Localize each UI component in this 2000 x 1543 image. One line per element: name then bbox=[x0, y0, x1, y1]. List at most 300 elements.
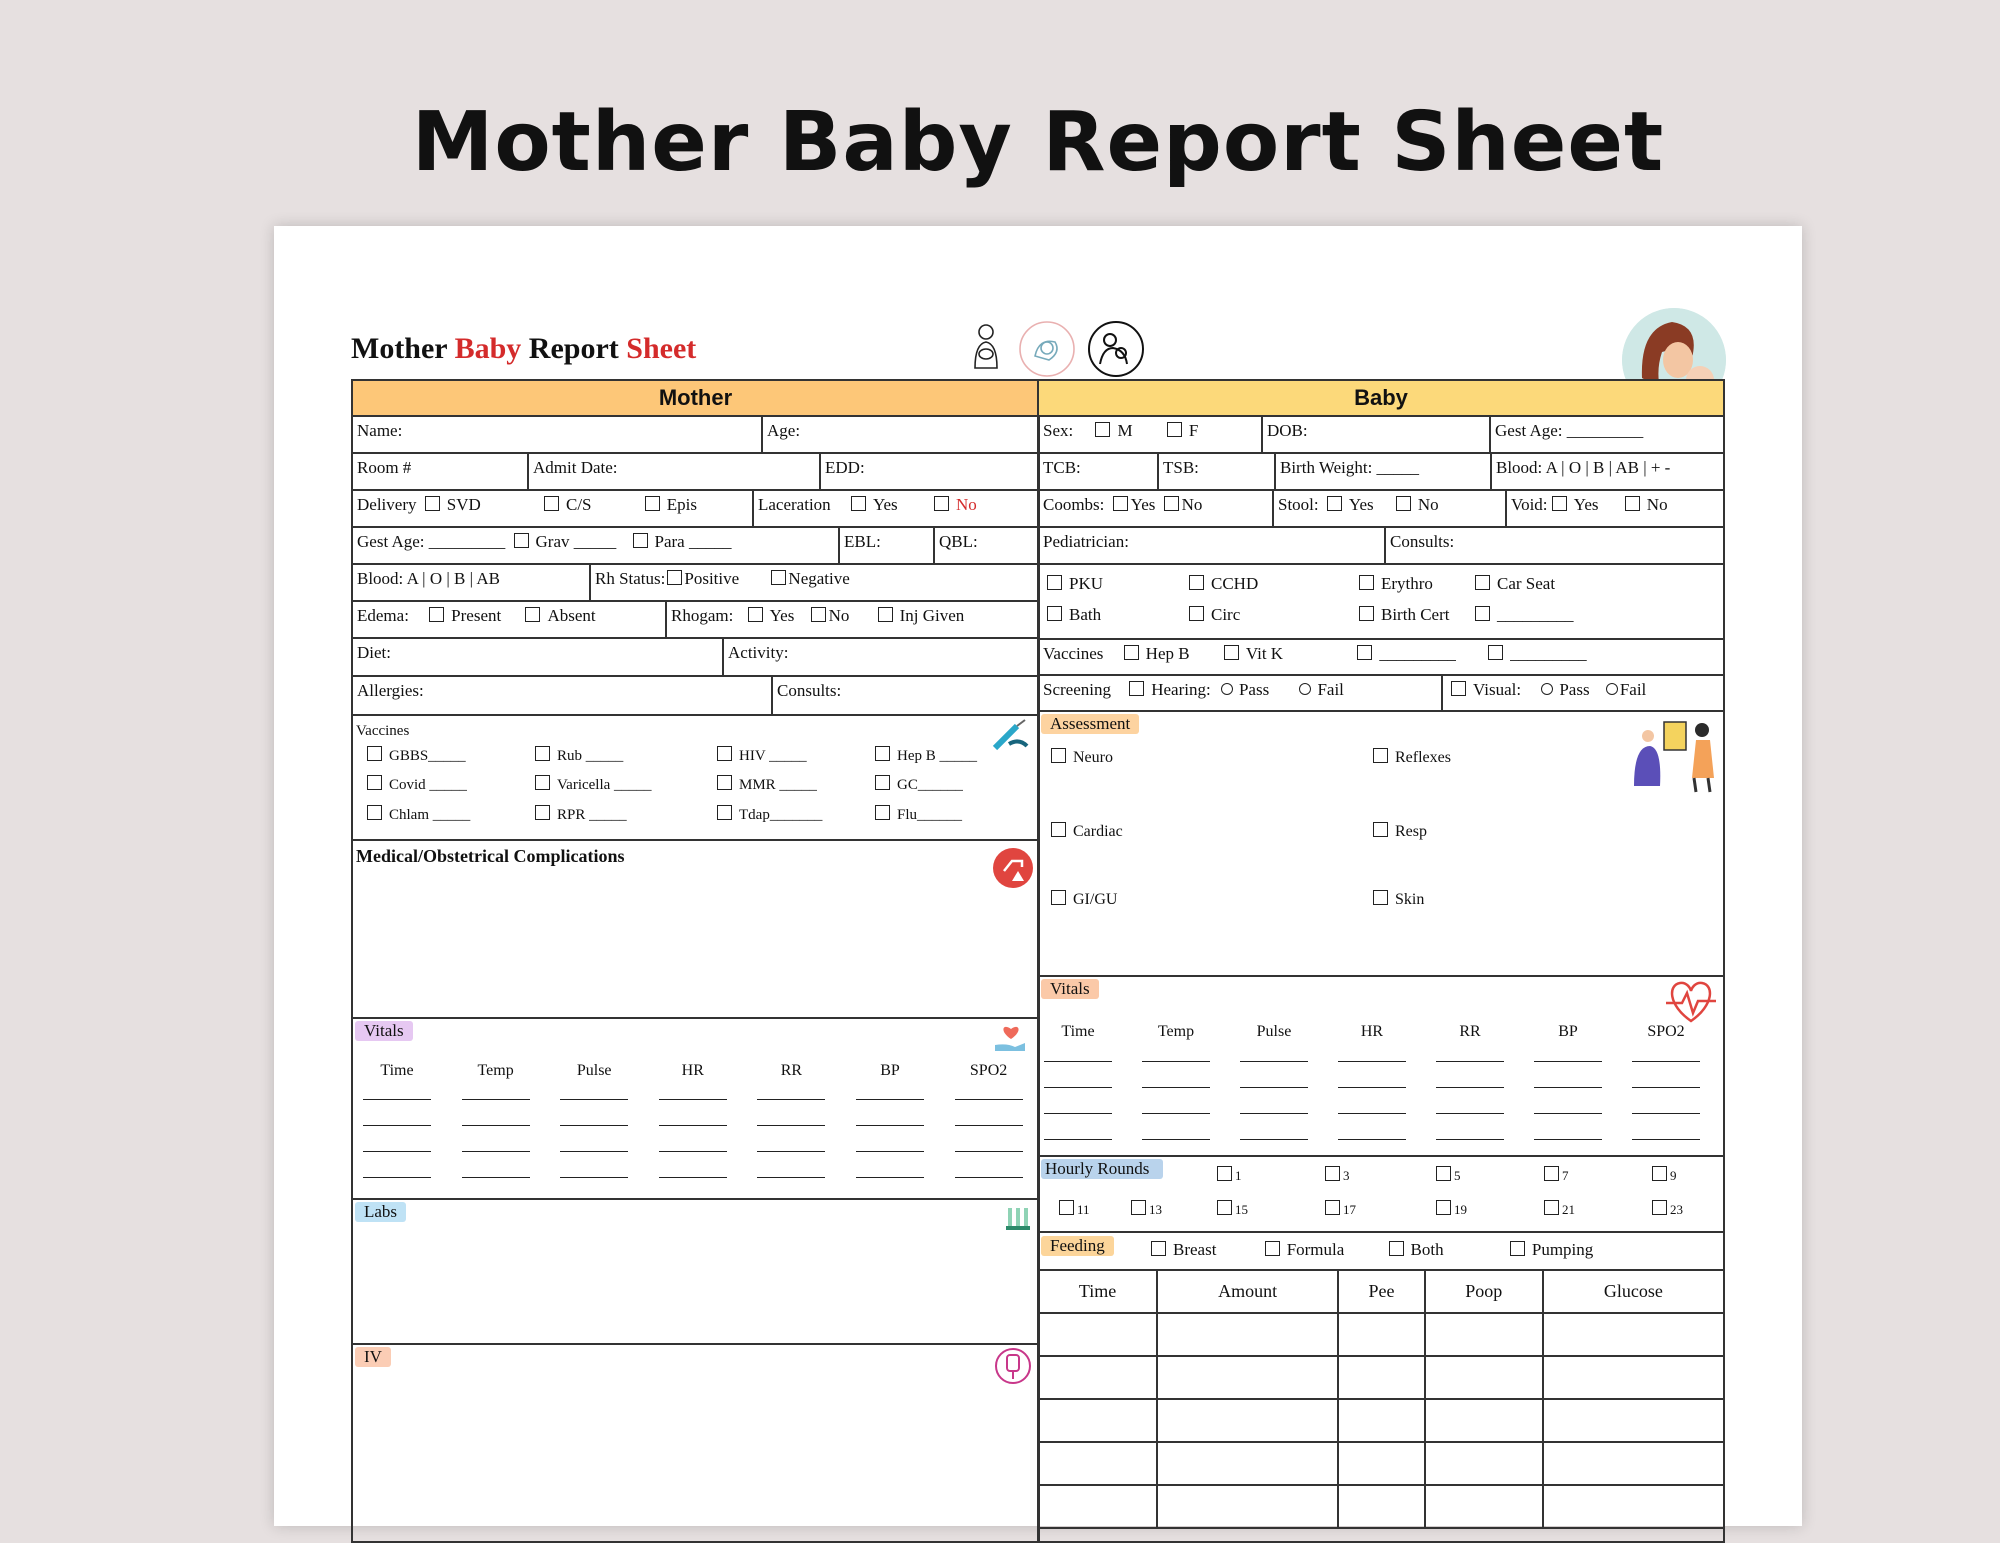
vitals-entry-line[interactable] bbox=[363, 1177, 431, 1178]
visual-label: Visual: bbox=[1473, 680, 1522, 699]
feeding-log-cell[interactable] bbox=[1338, 1356, 1424, 1399]
laceration-yes-label: Yes bbox=[872, 495, 898, 514]
breast-checkbox[interactable] bbox=[1151, 1241, 1166, 1256]
feeding-options bbox=[1147, 1240, 1593, 1260]
vitals-column-header: SPO2 bbox=[969, 1062, 1008, 1079]
rh-label: Rh Status: bbox=[595, 569, 666, 588]
feeding-log-cell[interactable] bbox=[1038, 1313, 1157, 1356]
assessment-item bbox=[1047, 748, 1113, 767]
vitals-entry-line[interactable] bbox=[856, 1151, 924, 1152]
vitals-entry-line[interactable] bbox=[757, 1125, 825, 1126]
vitals-entry-line[interactable] bbox=[1632, 1139, 1700, 1140]
mother-vaccine-label: HIV _____ bbox=[739, 748, 807, 764]
visual-pass-radio[interactable] bbox=[1541, 683, 1553, 695]
vitals-entry-line[interactable] bbox=[1338, 1139, 1406, 1140]
stool-no-label: No bbox=[1417, 495, 1439, 514]
edema-absent-label: Absent bbox=[547, 606, 596, 625]
hourly-round-item bbox=[1127, 1200, 1162, 1218]
feeding-log-cell[interactable] bbox=[1157, 1356, 1338, 1399]
vitals-entry-line[interactable] bbox=[955, 1151, 1023, 1152]
vitals-entry-line[interactable] bbox=[955, 1177, 1023, 1178]
assessment-item bbox=[1369, 822, 1427, 841]
mother-row-gest bbox=[353, 528, 1038, 565]
edema-label: Edema: bbox=[357, 606, 409, 625]
mother-vaccine-label: Rub _____ bbox=[557, 748, 624, 764]
feeding-log-cell[interactable] bbox=[1338, 1485, 1424, 1528]
gest-age-field[interactable]: Gest Age: _________ bbox=[357, 532, 506, 551]
vitals-entry-line[interactable] bbox=[1436, 1139, 1504, 1140]
delivery-label: Delivery bbox=[357, 495, 417, 514]
sex-f-checkbox[interactable] bbox=[1167, 422, 1182, 437]
vaccine-other2-field[interactable]: _________ bbox=[1510, 644, 1587, 663]
feeding-column-header: Glucose bbox=[1543, 1270, 1724, 1313]
mother-vaccine-checkbox[interactable] bbox=[717, 775, 732, 790]
admit-date-field[interactable]: Admit Date: bbox=[527, 454, 819, 489]
baby-blood-field[interactable]: Blood: A | O | B | AB | + - bbox=[1490, 454, 1723, 489]
feeding-log-cell[interactable] bbox=[1338, 1313, 1424, 1356]
mother-column bbox=[351, 379, 1040, 1543]
mother-vaccine-checkbox[interactable] bbox=[875, 746, 890, 761]
rh-positive-checkbox[interactable] bbox=[667, 570, 682, 585]
tsb-field[interactable]: TSB: bbox=[1157, 454, 1274, 489]
vitals-entry-line[interactable] bbox=[1534, 1061, 1602, 1062]
mother-vaccine-label: GC______ bbox=[897, 777, 963, 793]
vaccine-other2-checkbox[interactable] bbox=[1488, 645, 1503, 660]
sex-m-checkbox[interactable] bbox=[1095, 422, 1110, 437]
vitals-column-header: RR bbox=[780, 1062, 803, 1079]
labs-tag: Labs bbox=[355, 1202, 406, 1222]
mother-vaccine-checkbox[interactable] bbox=[717, 805, 732, 820]
vitals-entry-line[interactable] bbox=[659, 1125, 727, 1126]
name-field[interactable]: Name: bbox=[357, 421, 403, 440]
vitals-entry-line[interactable] bbox=[1044, 1139, 1112, 1140]
mother-vaccine-item bbox=[531, 805, 627, 824]
stool-yes-checkbox[interactable] bbox=[1327, 496, 1342, 511]
vitk-checkbox[interactable] bbox=[1224, 645, 1239, 660]
mother-vaccine-item bbox=[713, 775, 817, 794]
assessment-item bbox=[1369, 748, 1451, 767]
baby-check-checkbox[interactable] bbox=[1189, 606, 1204, 621]
mother-vaccine-label: Varicella _____ bbox=[557, 777, 652, 793]
mother-vaccine-item bbox=[531, 746, 623, 765]
baby-check-checkbox[interactable] bbox=[1189, 575, 1204, 590]
hearing-pass-radio[interactable] bbox=[1221, 683, 1233, 695]
hourly-round-item bbox=[1213, 1200, 1248, 1218]
heartbeat-icon bbox=[1662, 977, 1720, 1027]
vitals-column-header: RR bbox=[1459, 1023, 1481, 1040]
mother-blood-field[interactable]: Blood: A | O | B | AB bbox=[357, 569, 500, 588]
feeding-log-cell[interactable] bbox=[1038, 1399, 1157, 1442]
vitals-entry-line[interactable] bbox=[1142, 1087, 1210, 1088]
vitals-entry-line[interactable] bbox=[462, 1125, 530, 1126]
para-checkbox[interactable] bbox=[633, 533, 648, 548]
baby-check-label: Bath bbox=[1069, 605, 1102, 624]
hourly-round-item bbox=[1540, 1166, 1569, 1184]
feeding-log-cell[interactable] bbox=[1425, 1485, 1543, 1528]
vitals-entry-line[interactable] bbox=[363, 1151, 431, 1152]
baby-check-label: Circ bbox=[1211, 605, 1241, 624]
feeding-log-cell[interactable] bbox=[1425, 1356, 1543, 1399]
vitals-entry-line[interactable] bbox=[1534, 1113, 1602, 1114]
pumping-checkbox[interactable] bbox=[1510, 1241, 1525, 1256]
hourly-round-checkbox[interactable] bbox=[1436, 1166, 1451, 1181]
rhogam-yes-checkbox[interactable] bbox=[748, 607, 763, 622]
vitals-entry-line[interactable] bbox=[856, 1099, 924, 1100]
mother-vaccine-item bbox=[531, 775, 652, 794]
svd-checkbox[interactable] bbox=[425, 496, 440, 511]
feeding-log-cell[interactable] bbox=[1425, 1399, 1543, 1442]
baby-check-item bbox=[1471, 574, 1555, 594]
feeding-log-cell[interactable] bbox=[1543, 1356, 1724, 1399]
rhogam-yes-label: Yes bbox=[769, 606, 795, 625]
iv-section[interactable] bbox=[353, 1345, 1038, 1505]
baby-check-label: Birth Cert bbox=[1381, 605, 1450, 624]
assessment-label: Skin bbox=[1395, 891, 1425, 908]
mother-vaccine-checkbox[interactable] bbox=[535, 746, 550, 761]
assessment-checkbox[interactable] bbox=[1373, 822, 1388, 837]
vaccine-other1-checkbox[interactable] bbox=[1357, 645, 1372, 660]
vitals-entry-line[interactable] bbox=[1436, 1061, 1504, 1062]
mother-vaccine-checkbox[interactable] bbox=[535, 775, 550, 790]
hourly-round-checkbox[interactable] bbox=[1217, 1166, 1232, 1181]
void-no-label: No bbox=[1646, 495, 1668, 514]
edema-present-checkbox[interactable] bbox=[429, 607, 444, 622]
cs-label: C/S bbox=[566, 495, 592, 514]
void-yes-checkbox[interactable] bbox=[1552, 496, 1567, 511]
age-field[interactable]: Age: bbox=[761, 417, 1038, 452]
assessment-label: Cardiac bbox=[1073, 823, 1123, 840]
vitals-entry-line[interactable] bbox=[757, 1177, 825, 1178]
hourly-round-label: 11 bbox=[1077, 1202, 1090, 1217]
mother-vitals-section bbox=[353, 1019, 1038, 1200]
vitals-column-header: Temp bbox=[1157, 1023, 1195, 1040]
svd-label: SVD bbox=[446, 495, 481, 514]
vitals-entry-line[interactable] bbox=[1534, 1087, 1602, 1088]
vitals-entry-line[interactable] bbox=[1338, 1061, 1406, 1062]
qbl-field[interactable]: QBL: bbox=[933, 528, 1038, 563]
baby-check-label: _________ bbox=[1497, 605, 1574, 624]
vitals-entry-line[interactable] bbox=[363, 1099, 431, 1100]
baby-consults-field[interactable]: Consults: bbox=[1384, 528, 1723, 563]
baby-check-checkbox[interactable] bbox=[1475, 606, 1490, 621]
vitals-entry-line[interactable] bbox=[1534, 1139, 1602, 1140]
assessment-checkbox[interactable] bbox=[1051, 890, 1066, 905]
stool-group bbox=[1272, 491, 1505, 526]
tcb-field[interactable]: TCB: bbox=[1043, 458, 1081, 477]
baby-check-label: PKU bbox=[1069, 574, 1104, 593]
vitals-entry-line[interactable] bbox=[462, 1177, 530, 1178]
coombs-yes-checkbox[interactable] bbox=[1113, 496, 1128, 511]
feeding-log-cell[interactable] bbox=[1338, 1399, 1424, 1442]
rhogam-no-checkbox[interactable] bbox=[811, 607, 826, 622]
mother-vaccine-item bbox=[363, 805, 470, 824]
assessment-checkbox[interactable] bbox=[1051, 748, 1066, 763]
rh-positive-label: Positive bbox=[684, 569, 740, 588]
edd-field[interactable]: EDD: bbox=[819, 454, 1038, 489]
vitals-entry-line[interactable] bbox=[560, 1125, 628, 1126]
hourly-round-checkbox[interactable] bbox=[1059, 1200, 1074, 1215]
edema-group bbox=[353, 602, 665, 637]
cs-checkbox[interactable] bbox=[544, 496, 559, 511]
vitals-entry-line[interactable] bbox=[1632, 1061, 1700, 1062]
stool-no-checkbox[interactable] bbox=[1396, 496, 1411, 511]
delivery-group bbox=[353, 491, 752, 526]
both-checkbox[interactable] bbox=[1389, 1241, 1404, 1256]
baby-gest-age-field[interactable]: Gest Age: _________ bbox=[1489, 417, 1723, 452]
heart-hand-icon bbox=[993, 1021, 1029, 1055]
stool-label: Stool: bbox=[1278, 495, 1319, 514]
baby-check-checkbox[interactable] bbox=[1047, 575, 1062, 590]
visual-pass-label: Pass bbox=[1559, 680, 1590, 699]
vitals-column-header: BP bbox=[880, 1062, 900, 1079]
vitals-entry-line[interactable] bbox=[1240, 1139, 1308, 1140]
allergies-field[interactable]: Allergies: bbox=[357, 681, 424, 700]
rh-negative-label: Negative bbox=[788, 569, 850, 588]
feeding-column-header: Time bbox=[1038, 1270, 1157, 1313]
hourly-round-label: 1 bbox=[1235, 1168, 1242, 1183]
void-yes-label: Yes bbox=[1573, 495, 1599, 514]
mother-row-name bbox=[353, 417, 1038, 454]
inj-given-checkbox[interactable] bbox=[878, 607, 893, 622]
dob-field[interactable]: DOB: bbox=[1261, 417, 1489, 452]
baby-row-vaccines bbox=[1039, 640, 1723, 676]
banner-title: Mother Baby Report Sheet bbox=[411, 95, 1665, 190]
grav-checkbox[interactable] bbox=[514, 533, 529, 548]
vitals-entry-line[interactable] bbox=[1436, 1087, 1504, 1088]
assessment-label: GI/GU bbox=[1073, 891, 1118, 908]
hourly-rounds-section bbox=[1039, 1157, 1723, 1233]
coombs-no-checkbox[interactable] bbox=[1164, 496, 1179, 511]
mother-vaccine-item bbox=[713, 805, 822, 824]
vitals-entry-line[interactable] bbox=[560, 1177, 628, 1178]
baby-check-checkbox[interactable] bbox=[1359, 606, 1374, 621]
laceration-yes-checkbox[interactable] bbox=[851, 496, 866, 511]
mother-vaccine-item bbox=[871, 746, 977, 765]
both-label: Both bbox=[1410, 1240, 1444, 1259]
hepb-label: Hep B bbox=[1145, 644, 1190, 663]
assessment-checkbox[interactable] bbox=[1373, 748, 1388, 763]
vitals-entry-line[interactable] bbox=[1142, 1113, 1210, 1114]
mother-vaccine-checkbox[interactable] bbox=[367, 775, 382, 790]
baby-check-item bbox=[1355, 605, 1449, 625]
baby-checks-section bbox=[1039, 565, 1723, 640]
complications-label: Medical/Obstetrical Complications bbox=[356, 846, 625, 866]
vitals-entry-line[interactable] bbox=[462, 1099, 530, 1100]
vitals-entry-line[interactable] bbox=[462, 1151, 530, 1152]
vitals-entry-line[interactable] bbox=[856, 1177, 924, 1178]
edema-absent-checkbox[interactable] bbox=[525, 607, 540, 622]
feeding-log-cell[interactable] bbox=[1425, 1442, 1543, 1485]
iv-tag: IV bbox=[355, 1347, 391, 1367]
vitals-entry-line[interactable] bbox=[363, 1125, 431, 1126]
vitals-entry-line[interactable] bbox=[757, 1151, 825, 1152]
baby-vitals-section bbox=[1039, 977, 1723, 1157]
medical-alert-icon bbox=[992, 847, 1034, 889]
mother-vaccine-item bbox=[871, 775, 963, 794]
gest-grav-para-group bbox=[353, 528, 838, 563]
pediatrician-field[interactable]: Pediatrician: bbox=[1043, 532, 1129, 551]
visual-fail-radio[interactable] bbox=[1606, 683, 1618, 695]
rhogam-group bbox=[665, 602, 1038, 637]
mother-vaccine-checkbox[interactable] bbox=[367, 746, 382, 761]
feeding-log-row bbox=[1038, 1399, 1724, 1442]
feeding-log-cell[interactable] bbox=[1543, 1442, 1724, 1485]
vitals-entry-line[interactable] bbox=[1632, 1113, 1700, 1114]
hourly-round-checkbox[interactable] bbox=[1217, 1200, 1232, 1215]
hourly-round-item bbox=[1321, 1200, 1356, 1218]
assessment-item bbox=[1369, 890, 1424, 909]
vitals-entry-line[interactable] bbox=[659, 1099, 727, 1100]
birth-weight-field[interactable]: Birth Weight: _____ bbox=[1274, 454, 1490, 489]
mother-vaccine-label: MMR _____ bbox=[739, 777, 817, 793]
assessment-checkbox[interactable] bbox=[1373, 890, 1388, 905]
vitals-entry-line[interactable] bbox=[1240, 1113, 1308, 1114]
mother-baby-badge-icon bbox=[1089, 322, 1143, 376]
vitals-entry-line[interactable] bbox=[1142, 1061, 1210, 1062]
doctor-consultation-icon bbox=[1624, 716, 1720, 794]
vitals-entry-line[interactable] bbox=[1436, 1113, 1504, 1114]
feeding-log-cell[interactable] bbox=[1038, 1442, 1157, 1485]
hourly-round-checkbox[interactable] bbox=[1436, 1200, 1451, 1215]
vitals-column-header: SPO2 bbox=[1647, 1023, 1685, 1040]
edema-present-label: Present bbox=[451, 606, 502, 625]
feeding-log-cell[interactable] bbox=[1543, 1399, 1724, 1442]
feeding-log-cell[interactable] bbox=[1038, 1485, 1157, 1528]
hourly-round-item bbox=[1540, 1200, 1575, 1218]
baby-row-screening bbox=[1039, 676, 1723, 712]
hourly-round-checkbox[interactable] bbox=[1131, 1200, 1146, 1215]
room-field[interactable]: Room # bbox=[357, 458, 412, 477]
feeding-log-cell[interactable] bbox=[1338, 1442, 1424, 1485]
vitals-entry-line[interactable] bbox=[659, 1177, 727, 1178]
sex-f-label: F bbox=[1188, 421, 1199, 440]
para-field[interactable]: Para _____ bbox=[654, 532, 732, 551]
hourly-round-checkbox[interactable] bbox=[1652, 1166, 1667, 1181]
feeding-log-cell[interactable] bbox=[1157, 1442, 1338, 1485]
labs-section[interactable] bbox=[353, 1200, 1038, 1345]
mother-vitals-tag: Vitals bbox=[355, 1021, 413, 1041]
assessment-item bbox=[1047, 822, 1123, 841]
mother-vaccine-checkbox[interactable] bbox=[875, 775, 890, 790]
feeding-log-cell[interactable] bbox=[1425, 1313, 1543, 1356]
vitals-entry-line[interactable] bbox=[560, 1151, 628, 1152]
baby-row-coombs bbox=[1039, 491, 1723, 528]
void-no-checkbox[interactable] bbox=[1625, 496, 1640, 511]
document-title bbox=[351, 332, 696, 366]
hourly-round-item bbox=[1432, 1166, 1461, 1184]
epis-checkbox[interactable] bbox=[645, 496, 660, 511]
mother-consults-field[interactable]: Consults: bbox=[771, 677, 1038, 714]
mother-vaccine-item bbox=[363, 746, 466, 765]
visual-fail-label: Fail bbox=[1619, 680, 1647, 699]
vitals-entry-line[interactable] bbox=[955, 1125, 1023, 1126]
feeding-log-cell[interactable] bbox=[1543, 1313, 1724, 1356]
vitals-entry-line[interactable] bbox=[757, 1099, 825, 1100]
baby-check-checkbox[interactable] bbox=[1475, 575, 1490, 590]
vaccine-other1-field[interactable]: _________ bbox=[1379, 644, 1456, 663]
vitals-entry-line[interactable] bbox=[1044, 1061, 1112, 1062]
mother-vaccines-section bbox=[353, 716, 1038, 841]
diet-field[interactable]: Diet: bbox=[357, 643, 391, 662]
mother-vaccine-label: RPR _____ bbox=[557, 807, 627, 823]
mother-vaccine-checkbox[interactable] bbox=[367, 805, 382, 820]
mother-vaccine-checkbox[interactable] bbox=[875, 805, 890, 820]
hourly-round-item bbox=[1321, 1166, 1350, 1184]
hearing-fail-radio[interactable] bbox=[1299, 683, 1311, 695]
vitals-entry-line[interactable] bbox=[1338, 1087, 1406, 1088]
vitals-entry-line[interactable] bbox=[1240, 1061, 1308, 1062]
mother-vaccine-item bbox=[363, 775, 467, 794]
syringe-icon bbox=[989, 718, 1031, 752]
complications-section[interactable] bbox=[353, 841, 1038, 1019]
formula-checkbox[interactable] bbox=[1265, 1241, 1280, 1256]
mother-vaccine-label: Tdap_______ bbox=[739, 807, 823, 823]
vitals-entry-line[interactable] bbox=[1044, 1087, 1112, 1088]
feeding-log-cell[interactable] bbox=[1157, 1485, 1338, 1528]
baby-vaccines-label: Vaccines bbox=[1043, 644, 1104, 663]
vitals-entry-line[interactable] bbox=[1338, 1113, 1406, 1114]
vitals-column-header: Pulse bbox=[1256, 1023, 1292, 1040]
hourly-round-checkbox[interactable] bbox=[1325, 1166, 1340, 1181]
vitals-entry-line[interactable] bbox=[560, 1099, 628, 1100]
feeding-log-cell[interactable] bbox=[1543, 1485, 1724, 1528]
vitals-entry-line[interactable] bbox=[1240, 1087, 1308, 1088]
feeding-row bbox=[1039, 1233, 1723, 1271]
rhogam-label: Rhogam: bbox=[671, 606, 734, 625]
feeding-log-row bbox=[1038, 1356, 1724, 1399]
vitals-entry-line[interactable] bbox=[1142, 1139, 1210, 1140]
feeding-log-cell[interactable] bbox=[1157, 1313, 1338, 1356]
feeding-log-cell[interactable] bbox=[1038, 1356, 1157, 1399]
vitals-entry-line[interactable] bbox=[1632, 1087, 1700, 1088]
assessment-checkbox[interactable] bbox=[1051, 822, 1066, 837]
hourly-rounds-tag: Hourly Rounds bbox=[1041, 1159, 1163, 1179]
rh-status-group bbox=[589, 565, 1038, 600]
mother-row-blood bbox=[353, 565, 1038, 602]
mother-row-room bbox=[353, 454, 1038, 491]
mother-vaccine-checkbox[interactable] bbox=[717, 746, 732, 761]
grav-field[interactable]: Grav _____ bbox=[535, 532, 617, 551]
hourly-round-checkbox[interactable] bbox=[1652, 1200, 1667, 1215]
laceration-no-checkbox[interactable] bbox=[934, 496, 949, 511]
feeding-table bbox=[1037, 1269, 1725, 1529]
hearing-checkbox[interactable] bbox=[1129, 681, 1144, 696]
ebl-field[interactable]: EBL: bbox=[838, 528, 933, 563]
inj-given-label: Inj Given bbox=[899, 606, 965, 625]
mother-vaccine-checkbox[interactable] bbox=[535, 805, 550, 820]
visual-checkbox[interactable] bbox=[1451, 681, 1466, 696]
hourly-round-checkbox[interactable] bbox=[1325, 1200, 1340, 1215]
activity-field[interactable]: Activity: bbox=[722, 639, 1038, 675]
hourly-round-checkbox[interactable] bbox=[1544, 1200, 1559, 1215]
vitals-entry-line[interactable] bbox=[1044, 1113, 1112, 1114]
hourly-round-checkbox[interactable] bbox=[1544, 1166, 1559, 1181]
feeding-log-cell[interactable] bbox=[1157, 1399, 1338, 1442]
hourly-round-label: 17 bbox=[1343, 1202, 1356, 1217]
hepb-checkbox[interactable] bbox=[1124, 645, 1139, 660]
vitals-entry-line[interactable] bbox=[955, 1099, 1023, 1100]
hourly-round-item bbox=[1213, 1166, 1242, 1184]
vitals-entry-line[interactable] bbox=[659, 1151, 727, 1152]
vitals-column-header: Time bbox=[380, 1062, 414, 1079]
mother-row-allergies bbox=[353, 677, 1038, 716]
baby-check-checkbox[interactable] bbox=[1047, 606, 1062, 621]
vitals-entry-line[interactable] bbox=[856, 1125, 924, 1126]
void-label: Void: bbox=[1511, 495, 1548, 514]
rh-negative-checkbox[interactable] bbox=[771, 570, 786, 585]
baby-check-checkbox[interactable] bbox=[1359, 575, 1374, 590]
hearing-pass-label: Pass bbox=[1238, 680, 1270, 699]
